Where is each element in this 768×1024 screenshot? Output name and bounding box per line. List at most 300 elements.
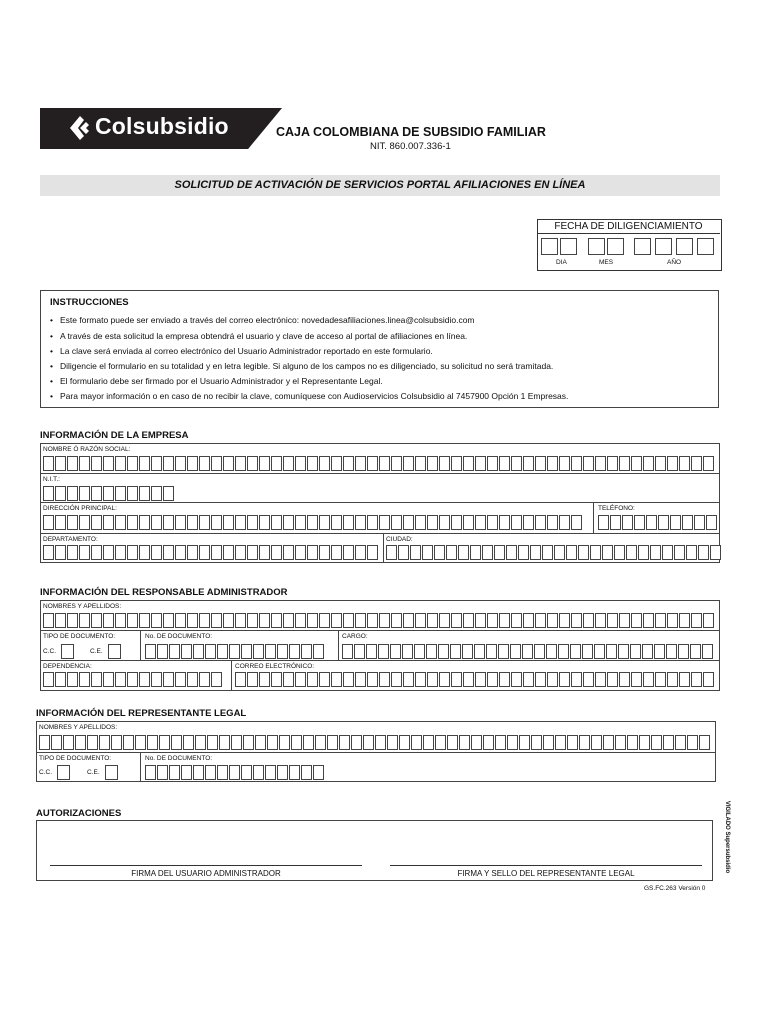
empresa-nombre-cell[interactable] [511,456,522,471]
admin-correo-cell[interactable] [547,672,558,687]
rep-nombres-cell[interactable] [495,735,506,750]
empresa-direccion-cell[interactable] [523,515,534,530]
empresa-departamento-cell[interactable] [295,545,306,560]
empresa-nombre-cell[interactable] [691,456,702,471]
rep-nombres-cell[interactable] [471,735,482,750]
empresa-nombre-cell[interactable] [175,456,186,471]
empresa-departamento-cell[interactable] [127,545,138,560]
empresa-ciudad-cell[interactable] [698,545,709,560]
empresa-ciudad-cell[interactable] [446,545,457,560]
empresa-nombre-cell[interactable] [223,456,234,471]
rep-nombres-cell[interactable] [375,735,386,750]
admin-nombres-cell[interactable] [79,613,90,628]
empresa-direccion-cell[interactable] [115,515,126,530]
empresa-nombre-cell[interactable] [127,456,138,471]
empresa-departamento-cell[interactable] [247,545,258,560]
admin-nombres-cell[interactable] [295,613,306,628]
empresa-departamento-cell[interactable] [91,545,102,560]
admin-nombres-cell[interactable] [127,613,138,628]
empresa-nombre-cell[interactable] [343,456,354,471]
empresa-ciudad-cell[interactable] [494,545,505,560]
admin-cargo-cell[interactable] [630,644,641,659]
empresa-nombre-cell[interactable] [211,456,222,471]
empresa-nit-cell[interactable] [103,486,114,501]
empresa-departamento-cell[interactable] [103,545,114,560]
admin-correo-cell[interactable] [235,672,246,687]
empresa-nit-cell[interactable] [139,486,150,501]
admin-correo-cell[interactable] [463,672,474,687]
admin-cargo-cell[interactable] [678,644,689,659]
rep-nombres-cell[interactable] [567,735,578,750]
empresa-nombre-cell[interactable] [187,456,198,471]
admin-correo-cell[interactable] [415,672,426,687]
empresa-ciudad-cell[interactable] [614,545,625,560]
rep-nombres-cell[interactable] [87,735,98,750]
empresa-nombre-cell[interactable] [667,456,678,471]
admin-correo-cell[interactable] [451,672,462,687]
admin-correo-cell[interactable] [487,672,498,687]
empresa-nombre-cell[interactable] [235,456,246,471]
rep-no-doc-cell[interactable] [277,765,288,780]
empresa-nombre-cell[interactable] [247,456,258,471]
admin-no-doc-cell[interactable] [205,644,216,659]
admin-no-doc-cell[interactable] [277,644,288,659]
admin-nombres-cell[interactable] [379,613,390,628]
empresa-direccion-cell[interactable] [451,515,462,530]
empresa-direccion-cell[interactable] [271,515,282,530]
empresa-nombre-cell[interactable] [115,456,126,471]
rep-nombres-cell[interactable] [327,735,338,750]
rep-nombres-cell[interactable] [183,735,194,750]
rep-nombres-cell[interactable] [123,735,134,750]
admin-nombres-cell[interactable] [175,613,186,628]
admin-correo-cell[interactable] [403,672,414,687]
empresa-telefono-cell[interactable] [610,515,621,530]
admin-cargo-cell[interactable] [558,644,569,659]
empresa-direccion-cell[interactable] [103,515,114,530]
empresa-nombre-cell[interactable] [559,456,570,471]
empresa-nombre-cell[interactable] [439,456,450,471]
empresa-ciudad-cell[interactable] [650,545,661,560]
rep-nombres-cell[interactable] [399,735,410,750]
empresa-nombre-cell[interactable] [259,456,270,471]
empresa-nombre-cell[interactable] [499,456,510,471]
rep-nombres-cell[interactable] [687,735,698,750]
admin-no-doc-cell[interactable] [157,644,168,659]
rep-nombres-cell[interactable] [351,735,362,750]
empresa-departamento-cell[interactable] [283,545,294,560]
admin-cargo-cell[interactable] [342,644,353,659]
admin-correo-cell[interactable] [475,672,486,687]
admin-dependencia-cell[interactable] [103,672,114,687]
empresa-ciudad-cell[interactable] [518,545,529,560]
admin-cargo-cell[interactable] [426,644,437,659]
admin-cargo-cell[interactable] [474,644,485,659]
admin-nombres-cell[interactable] [523,613,534,628]
empresa-direccion-cell[interactable] [487,515,498,530]
empresa-nombre-cell[interactable] [283,456,294,471]
rep-no-doc-cell[interactable] [265,765,276,780]
admin-no-doc-cell[interactable] [301,644,312,659]
empresa-nit-cell[interactable] [115,486,126,501]
empresa-telefono-cell[interactable] [634,515,645,530]
empresa-nombre-cell[interactable] [571,456,582,471]
admin-cargo-cell[interactable] [570,644,581,659]
admin-nombres-cell[interactable] [91,613,102,628]
admin-cargo-cell[interactable] [666,644,677,659]
empresa-departamento-cell[interactable] [367,545,378,560]
admin-cargo-cell[interactable] [402,644,413,659]
empresa-ciudad-cell[interactable] [398,545,409,560]
admin-cargo-cell[interactable] [390,644,401,659]
admin-cargo-cell[interactable] [522,644,533,659]
admin-correo-cell[interactable] [439,672,450,687]
rep-nombres-cell[interactable] [147,735,158,750]
admin-correo-cell[interactable] [643,672,654,687]
admin-no-doc-cell[interactable] [145,644,156,659]
admin-nombres-cell[interactable] [199,613,210,628]
admin-nombres-cell[interactable] [451,613,462,628]
admin-correo-cell[interactable] [523,672,534,687]
empresa-telefono-cell[interactable] [622,515,633,530]
empresa-direccion-cell[interactable] [295,515,306,530]
fecha-dia-cell[interactable] [541,238,558,255]
empresa-departamento-cell[interactable] [163,545,174,560]
empresa-telefono-cell[interactable] [658,515,669,530]
admin-correo-cell[interactable] [283,672,294,687]
empresa-nombre-cell[interactable] [595,456,606,471]
admin-cargo-cell[interactable] [690,644,701,659]
empresa-ciudad-cell[interactable] [410,545,421,560]
empresa-ciudad-cell[interactable] [542,545,553,560]
admin-nombres-cell[interactable] [319,613,330,628]
fecha-anio-cell[interactable] [634,238,651,255]
empresa-ciudad-cell[interactable] [506,545,517,560]
admin-no-doc-cell[interactable] [289,644,300,659]
empresa-nombre-cell[interactable] [655,456,666,471]
rep-nombres-cell[interactable] [531,735,542,750]
admin-nombres-cell[interactable] [283,613,294,628]
admin-dependencia-cell[interactable] [115,672,126,687]
admin-cargo-cell[interactable] [654,644,665,659]
empresa-departamento-cell[interactable] [79,545,90,560]
admin-no-doc-cell[interactable] [169,644,180,659]
rep-nombres-cell[interactable] [51,735,62,750]
rep-nombres-cell[interactable] [315,735,326,750]
empresa-ciudad-cell[interactable] [590,545,601,560]
empresa-direccion-cell[interactable] [307,515,318,530]
admin-dependencia-cell[interactable] [43,672,54,687]
empresa-ciudad-cell[interactable] [434,545,445,560]
admin-correo-cell[interactable] [379,672,390,687]
admin-nombres-cell[interactable] [211,613,222,628]
admin-dependencia-cell[interactable] [187,672,198,687]
admin-nombres-cell[interactable] [151,613,162,628]
rep-nombres-cell[interactable] [699,735,710,750]
empresa-nombre-cell[interactable] [703,456,714,471]
admin-cargo-cell[interactable] [498,644,509,659]
admin-nombres-cell[interactable] [679,613,690,628]
empresa-direccion-cell[interactable] [319,515,330,530]
rep-no-doc-cell[interactable] [253,765,264,780]
admin-nombres-cell[interactable] [511,613,522,628]
rep-ce-cell[interactable] [105,765,118,780]
rep-nombres-cell[interactable] [279,735,290,750]
admin-nombres-cell[interactable] [331,613,342,628]
rep-no-doc-cell[interactable] [289,765,300,780]
admin-nombres-cell[interactable] [235,613,246,628]
empresa-ciudad-cell[interactable] [386,545,397,560]
admin-dependencia-cell[interactable] [139,672,150,687]
empresa-direccion-cell[interactable] [439,515,450,530]
rep-no-doc-cell[interactable] [181,765,192,780]
admin-nombres-cell[interactable] [703,613,714,628]
empresa-departamento-cell[interactable] [235,545,246,560]
rep-cc-cell[interactable] [57,765,70,780]
admin-cargo-cell[interactable] [618,644,629,659]
empresa-departamento-cell[interactable] [175,545,186,560]
empresa-ciudad-cell[interactable] [686,545,697,560]
admin-nombres-cell[interactable] [643,613,654,628]
empresa-nombre-cell[interactable] [79,456,90,471]
rep-nombres-cell[interactable] [423,735,434,750]
empresa-nombre-cell[interactable] [619,456,630,471]
empresa-direccion-cell[interactable] [571,515,582,530]
empresa-direccion-cell[interactable] [127,515,138,530]
signature-line-rep[interactable] [390,865,702,866]
rep-no-doc-cell[interactable] [157,765,168,780]
admin-correo-cell[interactable] [307,672,318,687]
rep-no-doc-cell[interactable] [169,765,180,780]
admin-no-doc-cell[interactable] [253,644,264,659]
empresa-direccion-cell[interactable] [199,515,210,530]
rep-nombres-cell[interactable] [651,735,662,750]
fecha-mes-cell[interactable] [607,238,624,255]
rep-nombres-cell[interactable] [675,735,686,750]
rep-nombres-cell[interactable] [411,735,422,750]
empresa-ciudad-cell[interactable] [602,545,613,560]
admin-nombres-cell[interactable] [103,613,114,628]
admin-correo-cell[interactable] [295,672,306,687]
empresa-departamento-cell[interactable] [43,545,54,560]
admin-correo-cell[interactable] [271,672,282,687]
empresa-departamento-cell[interactable] [343,545,354,560]
rep-nombres-cell[interactable] [555,735,566,750]
admin-correo-cell[interactable] [355,672,366,687]
rep-no-doc-cell[interactable] [301,765,312,780]
empresa-ciudad-cell[interactable] [482,545,493,560]
admin-nombres-cell[interactable] [247,613,258,628]
rep-nombres-cell[interactable] [591,735,602,750]
admin-nombres-cell[interactable] [487,613,498,628]
empresa-nombre-cell[interactable] [643,456,654,471]
empresa-ciudad-cell[interactable] [638,545,649,560]
empresa-nombre-cell[interactable] [271,456,282,471]
admin-dependencia-cell[interactable] [211,672,222,687]
admin-nombres-cell[interactable] [691,613,702,628]
empresa-ciudad-cell[interactable] [578,545,589,560]
rep-nombres-cell[interactable] [435,735,446,750]
empresa-nombre-cell[interactable] [295,456,306,471]
admin-nombres-cell[interactable] [631,613,642,628]
admin-dependencia-cell[interactable] [127,672,138,687]
admin-correo-cell[interactable] [595,672,606,687]
admin-correo-cell[interactable] [559,672,570,687]
empresa-direccion-cell[interactable] [283,515,294,530]
admin-nombres-cell[interactable] [439,613,450,628]
empresa-nombre-cell[interactable] [427,456,438,471]
admin-nombres-cell[interactable] [607,613,618,628]
admin-nombres-cell[interactable] [163,613,174,628]
empresa-telefono-cell[interactable] [670,515,681,530]
admin-correo-cell[interactable] [667,672,678,687]
empresa-nombre-cell[interactable] [607,456,618,471]
admin-correo-cell[interactable] [679,672,690,687]
admin-nombres-cell[interactable] [595,613,606,628]
admin-correo-cell[interactable] [427,672,438,687]
empresa-direccion-cell[interactable] [403,515,414,530]
admin-nombres-cell[interactable] [619,613,630,628]
empresa-direccion-cell[interactable] [415,515,426,530]
empresa-direccion-cell[interactable] [463,515,474,530]
admin-cargo-cell[interactable] [438,644,449,659]
admin-cargo-cell[interactable] [366,644,377,659]
fecha-mes-cell[interactable] [588,238,605,255]
empresa-nombre-cell[interactable] [379,456,390,471]
empresa-direccion-cell[interactable] [43,515,54,530]
admin-correo-cell[interactable] [655,672,666,687]
rep-no-doc-cell[interactable] [205,765,216,780]
admin-dependencia-cell[interactable] [151,672,162,687]
admin-nombres-cell[interactable] [463,613,474,628]
empresa-direccion-cell[interactable] [175,515,186,530]
admin-correo-cell[interactable] [607,672,618,687]
rep-nombres-cell[interactable] [603,735,614,750]
empresa-ciudad-cell[interactable] [470,545,481,560]
empresa-direccion-cell[interactable] [211,515,222,530]
admin-nombres-cell[interactable] [343,613,354,628]
empresa-nombre-cell[interactable] [367,456,378,471]
empresa-nombre-cell[interactable] [475,456,486,471]
empresa-nombre-cell[interactable] [55,456,66,471]
rep-nombres-cell[interactable] [663,735,674,750]
admin-correo-cell[interactable] [535,672,546,687]
rep-nombres-cell[interactable] [339,735,350,750]
rep-nombres-cell[interactable] [219,735,230,750]
empresa-nombre-cell[interactable] [403,456,414,471]
empresa-nombre-cell[interactable] [355,456,366,471]
admin-cargo-cell[interactable] [594,644,605,659]
fecha-dia-cell[interactable] [560,238,577,255]
rep-nombres-cell[interactable] [207,735,218,750]
admin-correo-cell[interactable] [259,672,270,687]
rep-nombres-cell[interactable] [387,735,398,750]
rep-nombres-cell[interactable] [255,735,266,750]
empresa-nombre-cell[interactable] [679,456,690,471]
admin-cargo-cell[interactable] [702,644,713,659]
empresa-direccion-cell[interactable] [247,515,258,530]
admin-nombres-cell[interactable] [271,613,282,628]
admin-correo-cell[interactable] [619,672,630,687]
rep-nombres-cell[interactable] [447,735,458,750]
empresa-nombre-cell[interactable] [163,456,174,471]
admin-nombres-cell[interactable] [499,613,510,628]
empresa-nit-cell[interactable] [55,486,66,501]
empresa-telefono-cell[interactable] [598,515,609,530]
empresa-departamento-cell[interactable] [355,545,366,560]
empresa-departamento-cell[interactable] [307,545,318,560]
admin-correo-cell[interactable] [343,672,354,687]
empresa-nombre-cell[interactable] [415,456,426,471]
admin-cargo-cell[interactable] [582,644,593,659]
empresa-nit-cell[interactable] [151,486,162,501]
admin-cargo-cell[interactable] [462,644,473,659]
empresa-nit-cell[interactable] [79,486,90,501]
admin-dependencia-cell[interactable] [67,672,78,687]
empresa-nombre-cell[interactable] [451,456,462,471]
admin-cargo-cell[interactable] [642,644,653,659]
admin-no-doc-cell[interactable] [181,644,192,659]
rep-no-doc-cell[interactable] [217,765,228,780]
admin-correo-cell[interactable] [571,672,582,687]
admin-nombres-cell[interactable] [475,613,486,628]
empresa-departamento-cell[interactable] [151,545,162,560]
admin-nombres-cell[interactable] [223,613,234,628]
empresa-direccion-cell[interactable] [151,515,162,530]
admin-cargo-cell[interactable] [486,644,497,659]
empresa-nit-cell[interactable] [163,486,174,501]
rep-nombres-cell[interactable] [615,735,626,750]
admin-nombres-cell[interactable] [403,613,414,628]
empresa-direccion-cell[interactable] [475,515,486,530]
empresa-nombre-cell[interactable] [547,456,558,471]
empresa-ciudad-cell[interactable] [530,545,541,560]
empresa-direccion-cell[interactable] [139,515,150,530]
admin-no-doc-cell[interactable] [193,644,204,659]
admin-cargo-cell[interactable] [510,644,521,659]
admin-correo-cell[interactable] [331,672,342,687]
admin-nombres-cell[interactable] [43,613,54,628]
fecha-anio-cell[interactable] [676,238,693,255]
empresa-nit-cell[interactable] [43,486,54,501]
empresa-telefono-cell[interactable] [694,515,705,530]
admin-correo-cell[interactable] [367,672,378,687]
empresa-direccion-cell[interactable] [355,515,366,530]
rep-nombres-cell[interactable] [39,735,50,750]
fecha-anio-cell[interactable] [697,238,714,255]
admin-cc-cell[interactable] [61,644,74,659]
rep-no-doc-cell[interactable] [229,765,240,780]
admin-correo-cell[interactable] [319,672,330,687]
admin-no-doc-cell[interactable] [265,644,276,659]
empresa-direccion-cell[interactable] [535,515,546,530]
admin-no-doc-cell[interactable] [217,644,228,659]
empresa-telefono-cell[interactable] [646,515,657,530]
empresa-departamento-cell[interactable] [271,545,282,560]
empresa-nombre-cell[interactable] [139,456,150,471]
empresa-nit-cell[interactable] [91,486,102,501]
empresa-nombre-cell[interactable] [307,456,318,471]
empresa-departamento-cell[interactable] [67,545,78,560]
empresa-departamento-cell[interactable] [211,545,222,560]
empresa-ciudad-cell[interactable] [554,545,565,560]
admin-correo-cell[interactable] [511,672,522,687]
rep-nombres-cell[interactable] [519,735,530,750]
admin-nombres-cell[interactable] [187,613,198,628]
empresa-direccion-cell[interactable] [223,515,234,530]
admin-nombres-cell[interactable] [139,613,150,628]
admin-no-doc-cell[interactable] [241,644,252,659]
